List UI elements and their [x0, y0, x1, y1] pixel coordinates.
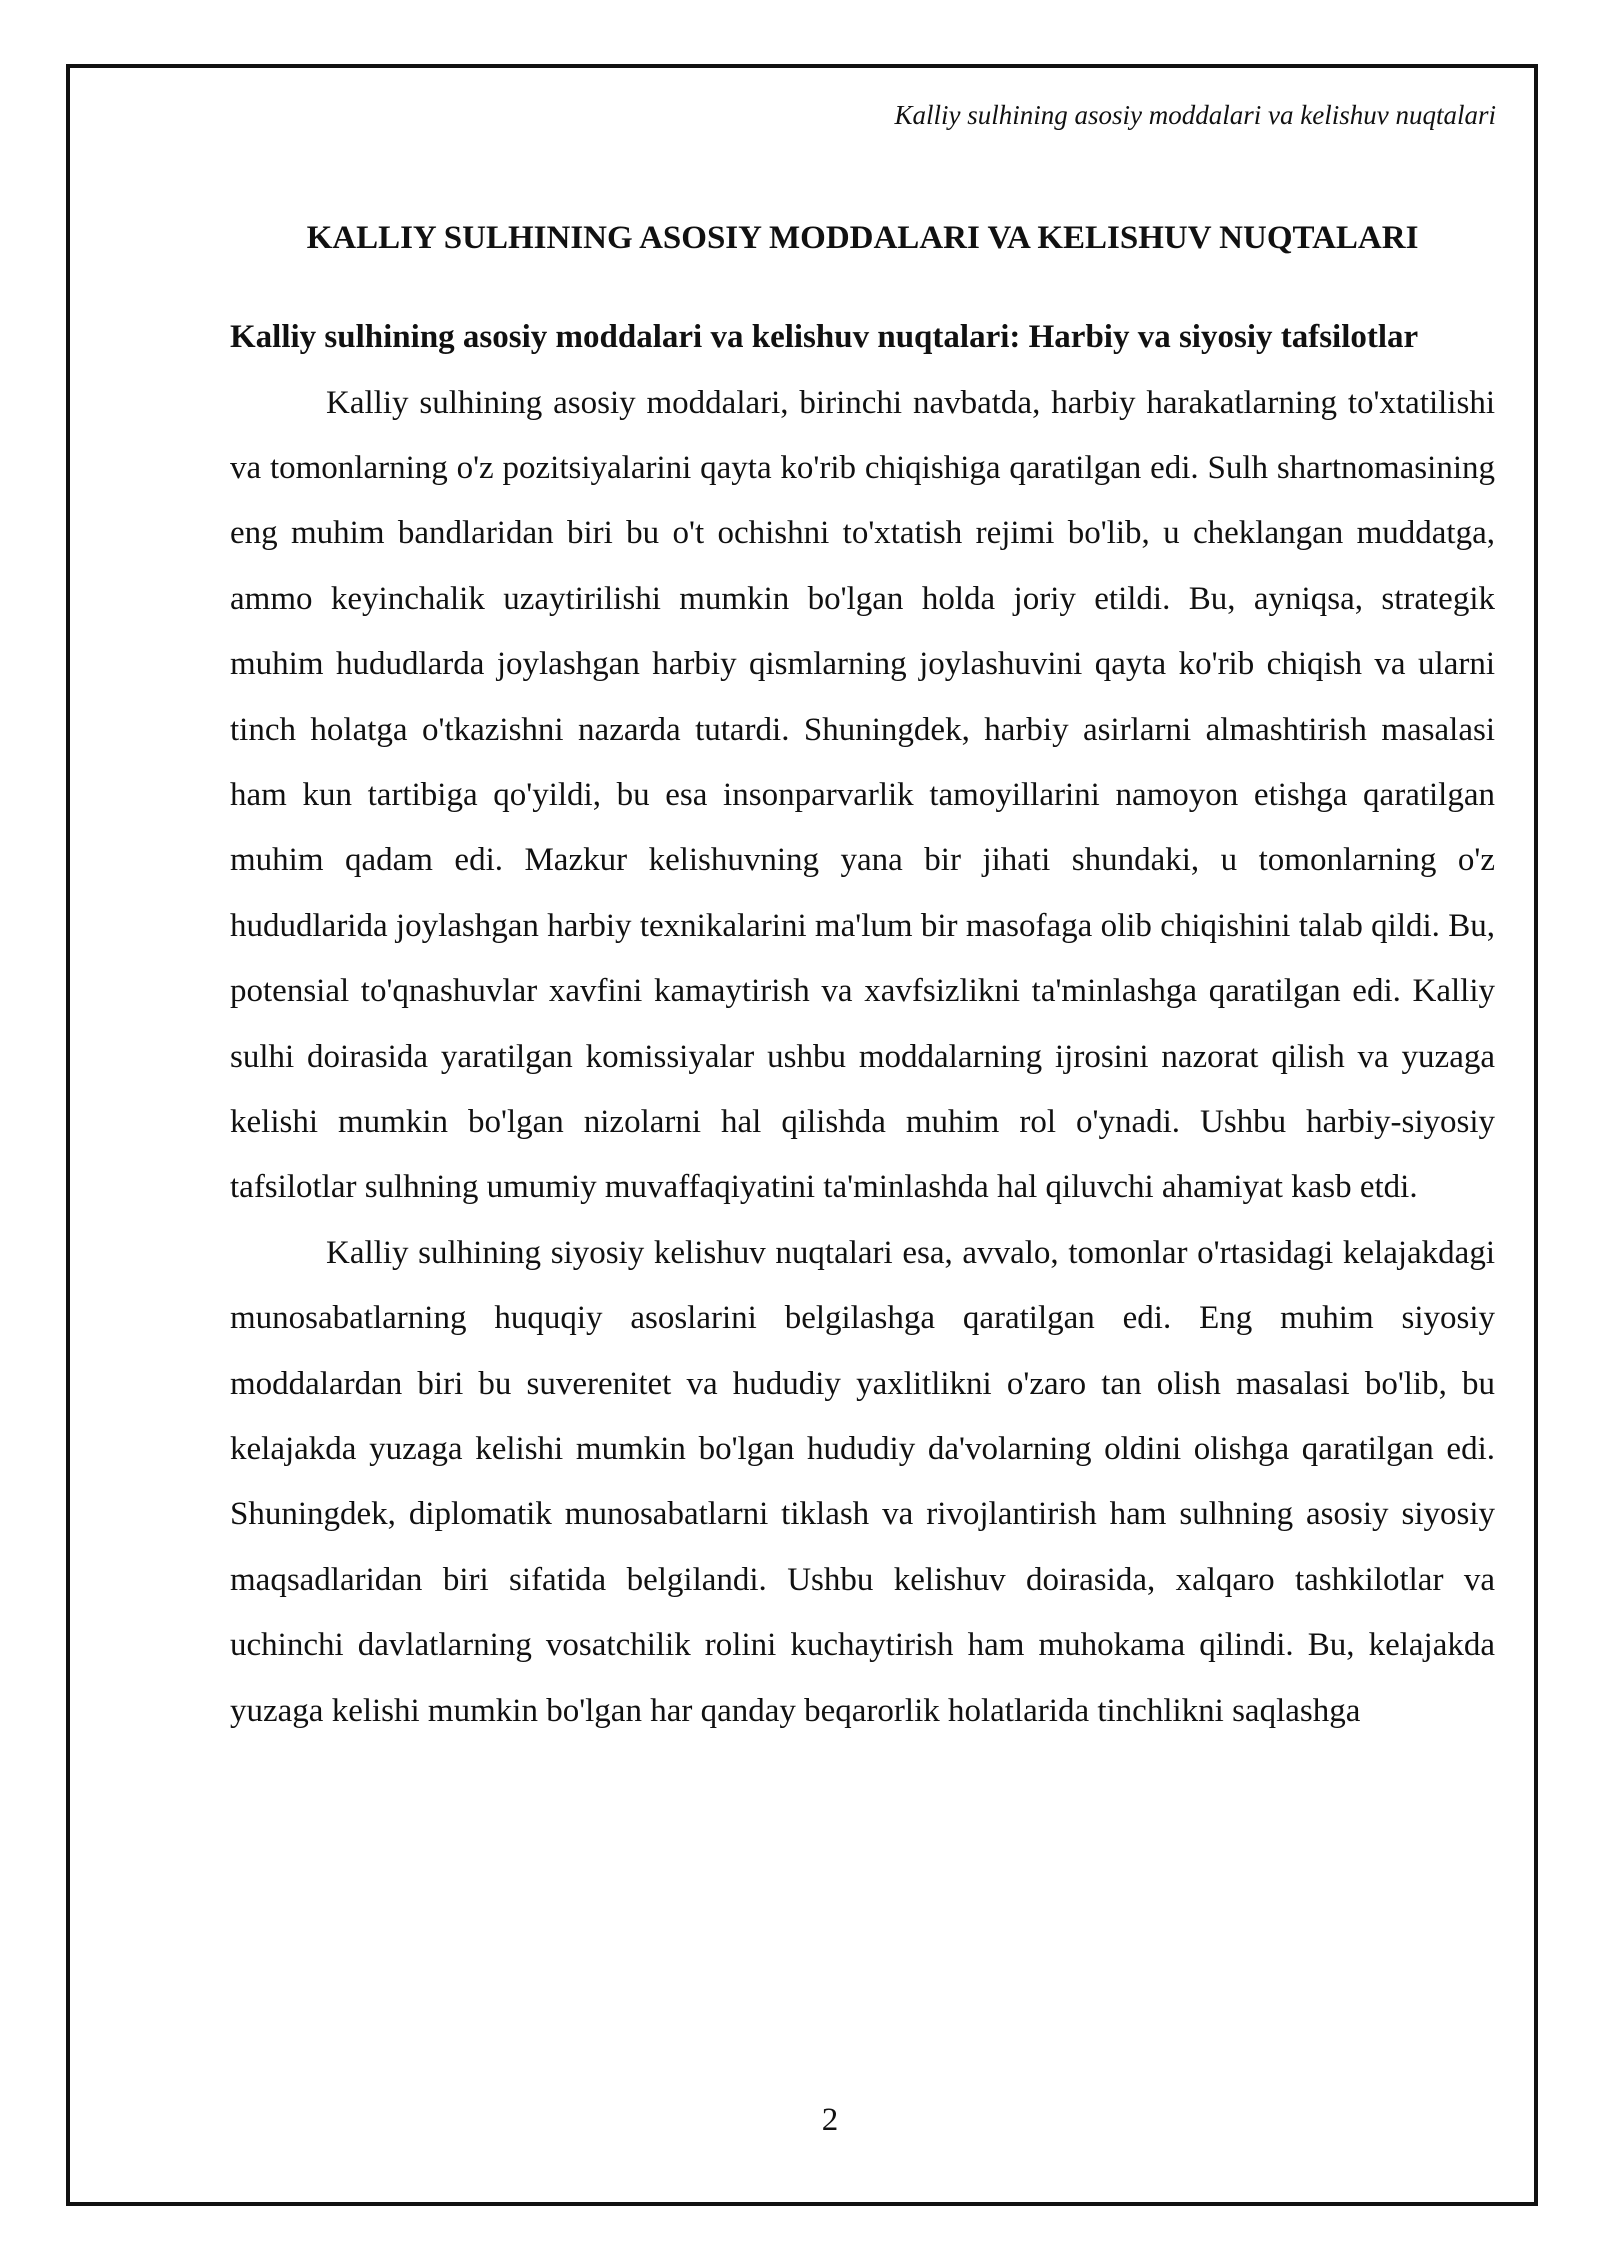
body-paragraph-2: Kalliy sulhining siyosiy kelishuv nuqtalari esa, avvalo, tomonlar o'rtasidagi kelajakdagi munosabatlarning huquqiy asoslarini belgilashga qaratilgan edi. Eng muhim siyosiy moddalardan biri bu suverenitet va hududiy yaxlitlikni o'zaro tan olish masalasi bo'lib, bu kelajakda yuzaga kelishi mumkin bo'lgan hududiy da'volarning oldini olishga qaratilgan edi. Shuningdek, diplomatik munosabatlarni tiklash va rivojlantirish ham sulhning asosiy siyosiy maqsadlaridan biri sifatida belgilandi. Ushbu kelishuv doirasida, xalqaro tashkilotlar va uchinchi davlatlarning vosatchilik rolini kuchaytirish ham muhokama qilindi. Bu, kelajakda yuzaga kelishi mumkin bo'lgan har qanday beqarorlik holatlarida tinchlikni saqlashga [230, 1234, 1495, 1729]
section-heading: Kalliy sulhining asosiy moddalari va kelishuv nuqtalari: Harbiy va siyosiy tafsilotlar [230, 319, 1419, 355]
page-content [230, 205, 1495, 1744]
document-title: KALLIY SULHINING ASOSIY MODDALARI VA KELISHUV NUQTALARI [306, 220, 1419, 256]
running-header: Kalliy sulhining asosiy moddalari va kelishuv nuqtalari [894, 100, 1496, 130]
page-number: 2 [821, 2102, 839, 2138]
body-paragraph-1: Kalliy sulhining asosiy moddalari, birinchi navbatda, harbiy harakatlarning to'xtatilishi va tomonlarning o'z pozitsiyalarini qayta ko'rib chiqishiga qaratilgan edi. Sulh shartnomasining eng muhim bandlaridan biri bu o't ochishni to'xtatish rejimi bo'lib, u cheklangan muddatga, ammo keyinchalik uzaytirilishi mumkin bo'lgan holda joriy etildi. Bu, ayniqsa, strategik muhim hududlarda joylashgan harbiy qismlarning joylashuvini qayta ko'rib chiqish va ularni tinch holatga o'tkazishni nazarda tutardi. Shuningdek, harbiy asirlarni almashtirish masalasi ham kun tartibiga qo'yildi, bu esa insonparvarlik tamoyillarini namoyon etishga qaratilgan muhim qadam edi. Mazkur kelishuvning yana bir jihati shundaki, u tomonlarning o'z hududlarida joylashgan harbiy texnikalarini ma'lum bir masofaga olib chiqishini talab qildi. Bu, potensial to'qnashuvlar xavfini kamaytirish va xavfsizlikni ta'minlashga qaratilgan edi. Kalliy sulhi doirasida yaratilgan komissiyalar ushbu moddalarning ijrosini nazorat qilish va yuzaga kelishi mumkin bo'lgan nizolarni hal qilishda muhim rol o'ynadi. Ushbu harbiy-siyosiy tafsilotlar sulhning umumiy muvaffaqiyatini ta'minlashda hal qiluvchi ahamiyat kasb etdi. [230, 384, 1495, 1206]
